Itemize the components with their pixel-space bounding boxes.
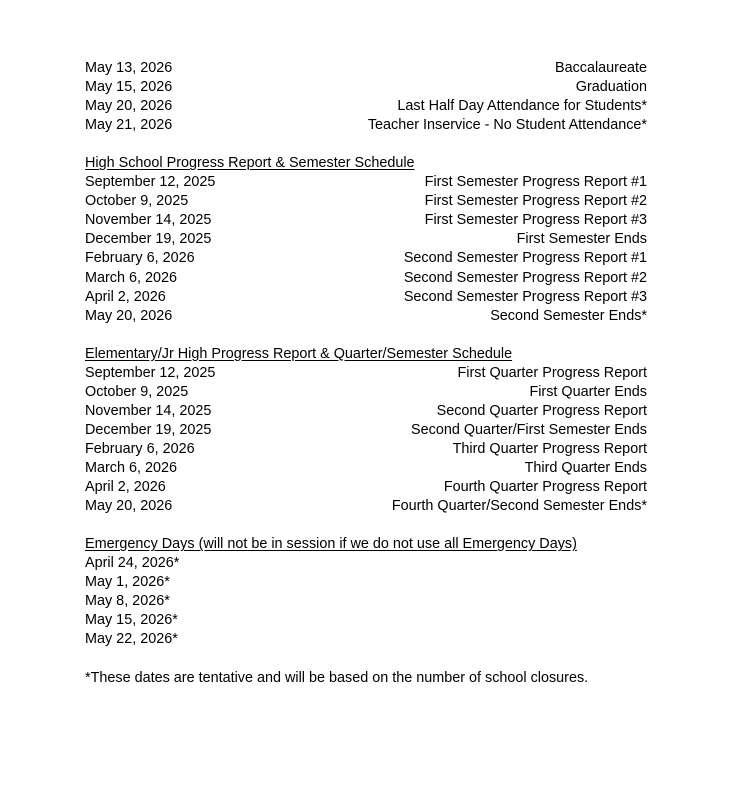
top-events-list [85, 59, 647, 135]
spacer [85, 649, 647, 668]
event-date: May 20, 2026 [85, 98, 173, 115]
event-name: First Semester Progress Report #1 [424, 174, 647, 191]
list-item [85, 173, 647, 192]
list-item [85, 307, 647, 326]
emergency-date: May 22, 2026* [85, 631, 178, 648]
event-date: December 19, 2025 [85, 421, 212, 438]
event-date: May 15, 2026 [85, 79, 173, 96]
list-item [85, 269, 647, 288]
emergency-days-section [85, 535, 647, 649]
event-name: Baccalaureate [554, 60, 647, 76]
event-date: September 12, 2025 [85, 364, 216, 381]
event-date: February 6, 2026 [85, 250, 195, 267]
list-item [85, 421, 647, 440]
list-item [85, 59, 647, 78]
event-date: March 6, 2026 [85, 269, 177, 286]
calendar-document [85, 59, 647, 688]
event-date: May 20, 2026 [85, 307, 173, 324]
list-item [85, 192, 647, 211]
list-item [85, 249, 647, 268]
list-item [85, 383, 647, 402]
list-item [85, 440, 647, 459]
list-item [85, 402, 647, 421]
event-name: Third Quarter Ends [524, 459, 647, 476]
high-school-section [85, 154, 647, 325]
event-name: First Semester Ends [516, 231, 647, 248]
event-name: Second Quarter Progress Report [436, 402, 647, 419]
event-date: March 6, 2026 [85, 459, 177, 476]
event-name: First Quarter Ends [529, 383, 647, 400]
list-item [85, 497, 647, 516]
list-item [85, 211, 647, 230]
section-heading: Elementary/Jr High Progress Report & Quarter/Semester Schedule [85, 345, 513, 362]
event-date: October 9, 2025 [85, 383, 189, 400]
event-date: May 21, 2026 [85, 117, 173, 134]
event-date: September 12, 2025 [85, 174, 216, 191]
event-name: Second Semester Progress Report #1 [403, 250, 647, 267]
emergency-date: May 15, 2026* [85, 612, 178, 629]
event-name: Last Half Day Attendance for Students* [397, 98, 647, 115]
event-date: November 14, 2025 [85, 402, 212, 419]
section-heading: High School Progress Report & Semester Schedule [85, 155, 415, 172]
list-item [85, 97, 647, 116]
list-item [85, 478, 647, 497]
event-date: April 2, 2026 [85, 288, 166, 305]
list-item [85, 230, 647, 249]
event-date: November 14, 2025 [85, 212, 212, 229]
event-date: December 19, 2025 [85, 231, 212, 248]
event-name: Fourth Quarter Progress Report [443, 479, 647, 496]
event-name: Second Semester Progress Report #2 [403, 269, 647, 286]
event-name: First Quarter Progress Report [457, 364, 647, 381]
event-date: February 6, 2026 [85, 440, 195, 457]
event-name: Graduation [575, 79, 647, 96]
list-item [85, 288, 647, 307]
footnote: *These dates are tentative and will be based on the number of school closures. [85, 669, 589, 686]
event-name: First Semester Progress Report #3 [424, 212, 647, 229]
list-item [85, 459, 647, 478]
event-name: Second Quarter/First Semester Ends [411, 421, 647, 438]
event-name: Fourth Quarter/Second Semester Ends* [391, 498, 647, 515]
list-item [85, 78, 647, 97]
emergency-date: May 8, 2026* [85, 593, 170, 610]
event-name: Second Semester Ends* [490, 307, 647, 324]
list-item [85, 116, 647, 135]
event-name: Third Quarter Progress Report [452, 440, 647, 457]
event-name: Second Semester Progress Report #3 [403, 288, 647, 305]
elementary-section [85, 345, 647, 516]
spacer [85, 326, 647, 345]
event-name: Teacher Inservice - No Student Attendance* [367, 117, 647, 134]
event-date: April 2, 2026 [85, 479, 166, 496]
list-item [85, 364, 647, 383]
spacer [85, 516, 647, 535]
spacer [85, 135, 647, 154]
emergency-date: May 1, 2026* [85, 574, 170, 591]
section-heading: Emergency Days (will not be in session if we do not use all Emergency Days) [85, 536, 577, 553]
event-name: First Semester Progress Report #2 [424, 193, 647, 210]
emergency-date: April 24, 2026* [85, 555, 180, 572]
event-date: May 20, 2026 [85, 498, 173, 515]
event-date: May 13, 2026 [85, 60, 173, 76]
event-date: October 9, 2025 [85, 193, 189, 210]
